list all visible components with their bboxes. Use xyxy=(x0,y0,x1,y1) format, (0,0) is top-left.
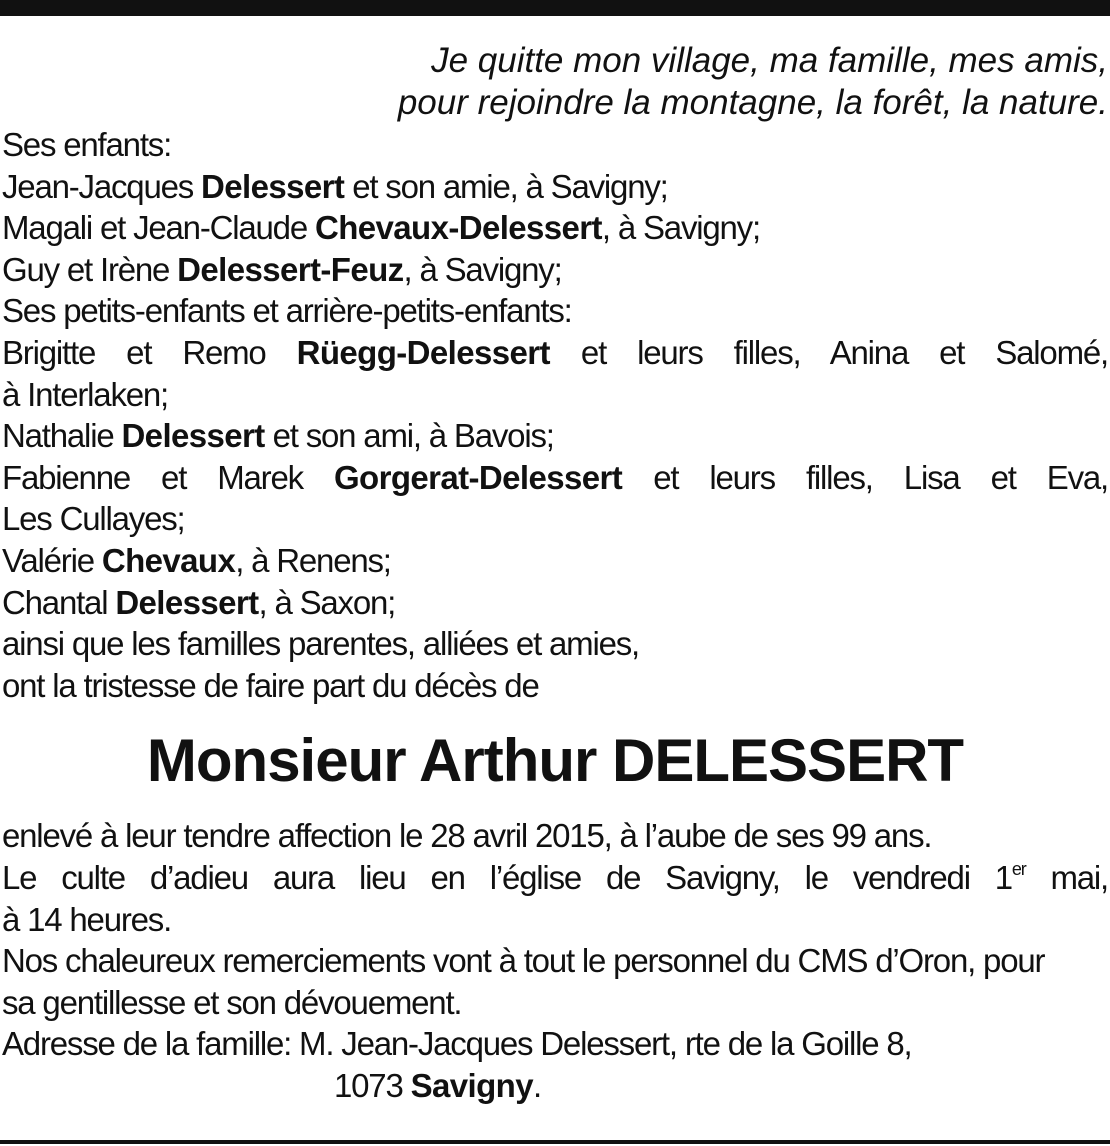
family-member-row-continuation: Les Cullayes; xyxy=(2,500,185,538)
family-member-row: Jean-Jacques Delessert et son amie, à Savigny; xyxy=(2,167,668,205)
epigraph-line: Je quitte mon village, ma famille, mes amis, xyxy=(431,41,1108,80)
family-surname: Delessert-Feuz xyxy=(177,250,404,288)
family-member-row: Valérie Chevaux, à Renens; xyxy=(2,541,391,579)
family-surname: Gorgerat-Delessert xyxy=(333,458,623,496)
thanks-line: sa gentillesse et son dévouement. xyxy=(2,983,462,1021)
family-member-row: Nathalie Delessert et son ami, à Bavois; xyxy=(2,417,554,455)
family-surname: Delessert xyxy=(121,417,265,455)
family-member-row: Chantal Delessert, à Saxon; xyxy=(2,583,396,621)
grandchildren-heading: Ses petits-enfants et arrière-petits-enfants: xyxy=(2,292,572,330)
family-member-row: Fabienne et Marek Gorgerat-Delessert et leurs filles, Lisa et Eva, xyxy=(2,458,1108,496)
family-member-row: Magali et Jean-Claude Chevaux-Delessert, à Savigny; xyxy=(2,209,760,247)
address-line: Adresse de la famille: M. Jean-Jacques Delessert, rte de la Goille 8, xyxy=(2,1025,912,1063)
epigraph-line: pour rejoindre la montagne, la forêt, la nature. xyxy=(397,83,1108,122)
ordinal-suffix: er xyxy=(1011,858,1026,879)
family-surname: Chevaux xyxy=(101,541,236,579)
address-city: Savigny xyxy=(410,1066,533,1104)
family-surname: Chevaux-Delessert xyxy=(314,209,602,247)
service-line: Le culte d’adieu aura lieu en l’église de Savigny, le vendredi 1er mai, xyxy=(2,858,1109,896)
family-surname: Delessert xyxy=(115,583,259,621)
thanks-line: Nos chaleureux remerciements vont à tout le personnel du CMS d’Oron, pour xyxy=(2,942,1045,980)
top-border-rule xyxy=(0,0,1110,16)
family-surname: Rüegg-Delessert xyxy=(296,333,550,371)
family-member-row: Brigitte et Remo Rüegg-Delessert et leurs filles, Anina et Salomé, xyxy=(2,333,1108,371)
obituary-notice xyxy=(2,40,1108,1106)
family-member-row-continuation: à Interlaken; xyxy=(2,375,169,413)
closing-line: ont la tristesse de faire part du décès de xyxy=(2,666,539,704)
address-city-line: 1073 Savigny. xyxy=(334,1066,541,1104)
bottom-border-rule xyxy=(0,1140,1110,1144)
children-heading: Ses enfants: xyxy=(2,126,172,163)
closing-line: ainsi que les familles parentes, alliées et amies, xyxy=(2,625,640,663)
family-member-row: Guy et Irène Delessert-Feuz, à Savigny; xyxy=(2,250,562,288)
service-time-line: à 14 heures. xyxy=(2,900,172,938)
death-date-line: enlevé à leur tendre affection le 28 avril 2015, à l’aube de ses 99 ans. xyxy=(2,817,932,855)
epigraph xyxy=(2,40,1108,124)
family-surname: Delessert xyxy=(201,167,345,205)
deceased-name: Monsieur Arthur DELESSERT xyxy=(146,727,964,795)
notice-details xyxy=(2,815,1108,1106)
family-list xyxy=(2,124,1108,706)
